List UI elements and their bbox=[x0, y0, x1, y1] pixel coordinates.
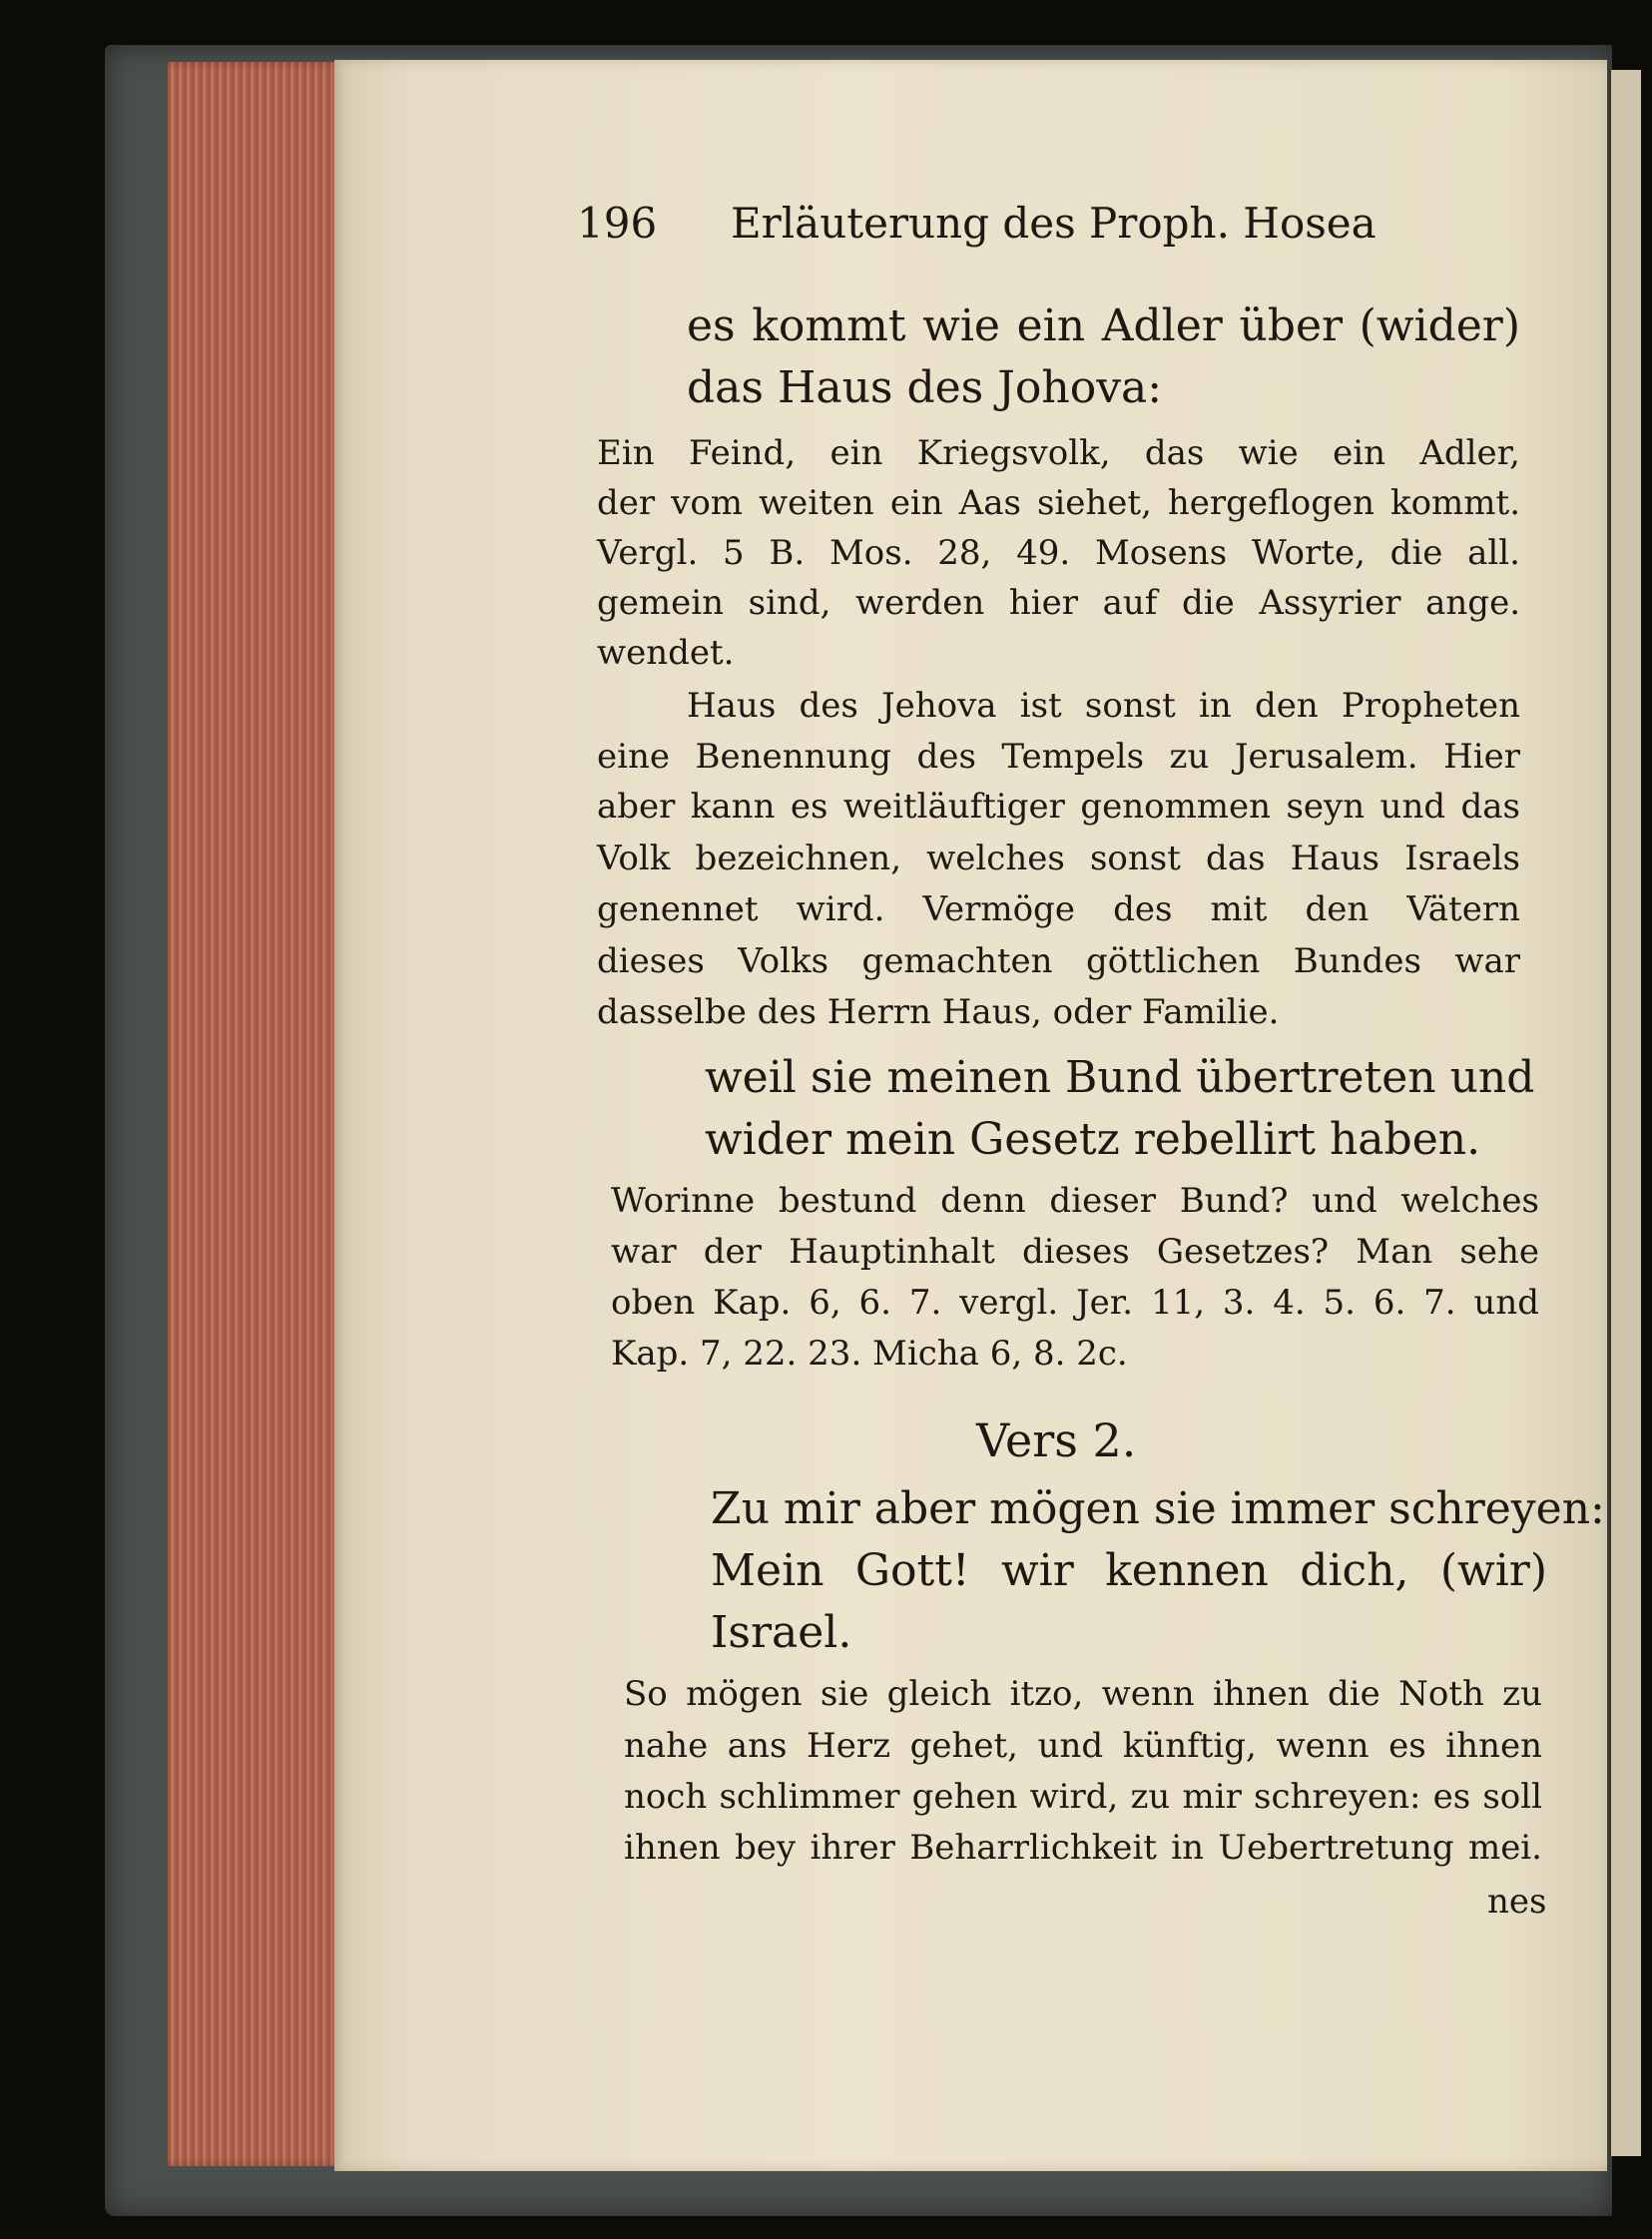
running-title: Erläuterung des Proph. Hosea bbox=[731, 199, 1377, 248]
catchword: nes bbox=[1487, 1882, 1547, 1922]
scripture-line: das Haus des Johova: bbox=[687, 362, 1163, 413]
text-line: aber kann es weitläuftiger genommen seyn und das bbox=[597, 787, 1520, 827]
text-line: nahe ans Herz gehet, und künftig, wenn es ihnen bbox=[624, 1726, 1542, 1766]
scripture-line: Mein Gott! wir kennen dich, (wir) bbox=[711, 1545, 1547, 1596]
text-line: Kap. 7, 22. 23. Micha 6, 8. 2c. bbox=[611, 1334, 1128, 1374]
text-line: Ein Feind, ein Kriegsvolk, das wie ein Adler, bbox=[597, 433, 1520, 473]
scripture-line: weil sie meinen Bund übertreten und bbox=[705, 1052, 1535, 1103]
text-line: So mögen sie gleich itzo, wenn ihnen die Noth zu bbox=[624, 1674, 1542, 1714]
verse-heading: Vers 2. bbox=[976, 1413, 1137, 1467]
text-line: dasselbe des Herrn Haus, oder Familie. bbox=[597, 992, 1280, 1032]
text-line: oben Kap. 6, 6. 7. vergl. Jer. 11, 3. 4. 5. 6. 7. und bbox=[611, 1283, 1539, 1323]
scripture-line: Israel. bbox=[711, 1607, 852, 1658]
text-line: Volk bezeichnen, welches sonst das Haus Israels bbox=[597, 839, 1520, 878]
scripture-line: Zu mir aber mögen sie immer schreyen: bbox=[711, 1483, 1605, 1534]
text-line: eine Benennung des Tempels zu Jerusalem. Hier bbox=[597, 737, 1520, 777]
text-line: Worinne bestund denn dieser Bund? und welches bbox=[611, 1181, 1539, 1221]
text-line: gemein sind, werden hier auf die Assyrier ange. bbox=[597, 583, 1520, 623]
text-line: wendet. bbox=[597, 633, 735, 673]
page-number: 196 bbox=[577, 199, 658, 248]
scripture-line: es kommt wie ein Adler über (wider) bbox=[687, 300, 1520, 351]
text-line: Haus des Jehova ist sonst in den Propheten bbox=[687, 686, 1520, 726]
text-line: ihnen bey ihrer Beharrlichkeit in Uebertretung mei. bbox=[624, 1828, 1542, 1868]
text-line: dieses Volks gemachten göttlichen Bundes war bbox=[597, 941, 1520, 981]
text-line: war der Hauptinhalt dieses Gesetzes? Man sehe bbox=[611, 1232, 1539, 1272]
scripture-line: wider mein Gesetz rebellirt haben. bbox=[705, 1114, 1481, 1165]
text-line: genennet wird. Vermöge des mit den Vätern bbox=[597, 889, 1520, 929]
text-line: noch schlimmer gehen wird, zu mir schreyen: es soll bbox=[624, 1777, 1542, 1817]
text-line: der vom weiten ein Aas siehet, hergeflogen kommt. bbox=[597, 483, 1520, 523]
text-line: Vergl. 5 B. Mos. 28, 49. Mosens Worte, die all. bbox=[597, 533, 1520, 573]
